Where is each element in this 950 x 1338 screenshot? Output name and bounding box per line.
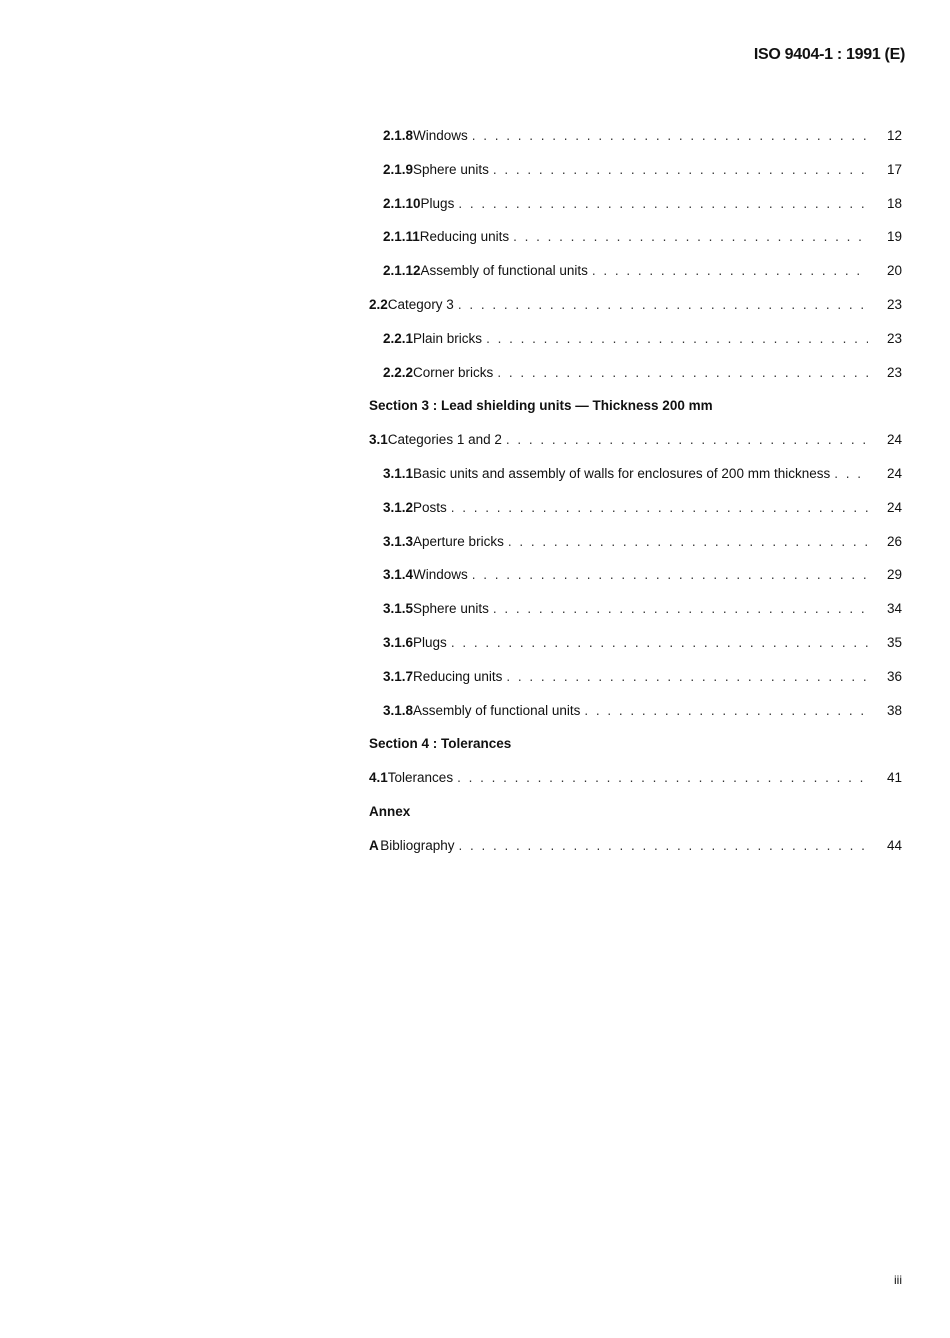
toc-entry-page: 24 <box>886 499 902 515</box>
dot-leader <box>493 162 868 177</box>
toc-entry-number: 4.1 <box>369 770 388 786</box>
dot-leader <box>472 128 868 143</box>
toc-entry-number: 3.1.5 <box>383 601 414 617</box>
toc-entry-title: Posts <box>413 499 447 515</box>
toc-entry-title: Aperture bricks <box>413 533 504 549</box>
toc-entry-page: 34 <box>886 601 902 617</box>
dot-leader <box>457 770 868 785</box>
dot-leader <box>458 297 868 312</box>
toc-entry-page: 24 <box>886 465 902 481</box>
dot-leader <box>513 229 868 244</box>
toc-entry-title: Windows <box>413 567 468 583</box>
dot-leader <box>497 365 868 380</box>
toc-entry-number: 2.1.12 <box>383 263 421 279</box>
dot-leader <box>508 534 868 549</box>
toc-entry[interactable] <box>369 669 902 703</box>
toc-entry-title: Sphere units <box>413 161 489 177</box>
toc-entry-page: 23 <box>886 330 902 346</box>
annex-heading: Annex <box>369 803 411 819</box>
toc-entry-title: Plain bricks <box>413 330 483 346</box>
toc-entry[interactable] <box>369 331 902 365</box>
toc-entry-title: Assembly of functional units <box>413 702 581 718</box>
toc-entry-title: Category 3 <box>387 296 454 312</box>
toc-entry-title: Windows <box>413 128 468 143</box>
toc-entry-title: Assembly of functional units <box>420 263 588 279</box>
toc-entry-page: 29 <box>886 567 902 583</box>
toc-entry-page: 17 <box>886 161 902 177</box>
toc-entry-title: Sphere units <box>413 601 489 617</box>
toc-entry-page: 35 <box>886 634 902 650</box>
toc-entry-number: 2.2 <box>369 296 388 312</box>
toc-entry-title: Reducing units <box>413 668 503 684</box>
dot-leader <box>584 703 868 718</box>
document-header: ISO 9404-1 : 1991 (E) <box>753 46 905 63</box>
dot-leader <box>451 635 868 650</box>
toc-entry[interactable] <box>369 534 902 568</box>
toc-entry[interactable] <box>369 128 902 162</box>
dot-leader <box>486 331 868 346</box>
toc-entry-page: 20 <box>886 263 902 279</box>
toc-entry[interactable] <box>369 365 902 399</box>
toc-entry-number: 2.2.2 <box>383 364 414 380</box>
toc-entry-number: 2.1.10 <box>383 195 421 211</box>
dot-leader <box>493 601 868 616</box>
toc-entry-page: 26 <box>886 533 902 549</box>
toc-entry-number: 2.1.9 <box>383 161 414 177</box>
dot-leader <box>506 669 868 684</box>
toc-entry[interactable] <box>369 162 902 196</box>
dot-leader <box>506 432 868 447</box>
toc-entry-title: Plugs <box>413 634 447 650</box>
toc-entry-number: 2.1.8 <box>383 128 414 143</box>
toc-entry-number: 3.1 <box>369 432 388 448</box>
toc-entry-title: Basic units and assembly of walls for enclosures of 200 mm thickness <box>413 465 831 481</box>
toc-entry-number: 3.1.4 <box>383 567 414 583</box>
toc-entry-number: 3.1.2 <box>383 499 414 515</box>
toc-entry-number: 3.1.6 <box>383 634 414 650</box>
toc-entry-page: 24 <box>886 432 902 448</box>
toc-entry-page: 23 <box>886 296 902 312</box>
toc-entry-page: 44 <box>886 837 902 853</box>
toc-entry-title: Corner bricks <box>413 364 494 380</box>
toc-entry[interactable] <box>369 229 902 263</box>
toc-entry[interactable] <box>369 432 902 466</box>
toc-entry[interactable] <box>369 196 902 230</box>
toc-entry[interactable] <box>369 601 902 635</box>
toc-entry-number: 3.1.8 <box>383 702 414 718</box>
toc-entry-title: Tolerances <box>387 770 454 786</box>
toc-entry[interactable] <box>369 567 902 601</box>
toc-entry-page: 12 <box>886 128 902 143</box>
toc-entry-number: 3.1.1 <box>383 465 414 481</box>
toc-entry-title: Bibliography <box>380 837 455 853</box>
toc-entry[interactable] <box>369 770 902 804</box>
section-4-heading: Section 4 : Tolerances <box>369 736 512 752</box>
toc-entry-page: 36 <box>886 668 902 684</box>
toc-entry-number: 2.2.1 <box>383 330 414 346</box>
toc-entry-number: 3.1.7 <box>383 668 414 684</box>
toc-entry-title: Categories 1 and 2 <box>387 432 502 448</box>
toc-entry-title: Plugs <box>420 195 455 211</box>
toc-entry-number: A <box>369 837 379 853</box>
toc-entry[interactable] <box>369 466 902 500</box>
toc-entry-page: 38 <box>886 702 902 718</box>
toc-entry[interactable] <box>369 500 902 534</box>
toc-entry-number: 3.1.3 <box>383 533 414 549</box>
section-3-heading: Section 3 : Lead shielding units — Thickness 200 mm <box>369 398 713 414</box>
table-of-contents <box>369 128 902 872</box>
dot-leader <box>459 838 868 853</box>
toc-entry-title: Reducing units <box>419 229 510 245</box>
toc-entry-page: 19 <box>886 229 902 245</box>
toc-entry[interactable] <box>369 838 902 872</box>
toc-entry-number: 2.1.11 <box>383 229 420 245</box>
toc-entry[interactable] <box>369 703 902 737</box>
page-number: iii <box>894 1273 902 1287</box>
toc-entry-page: 18 <box>886 195 902 211</box>
toc-entry-page: 41 <box>886 770 902 786</box>
dot-leader <box>592 263 868 278</box>
dot-leader <box>472 567 868 582</box>
toc-entry[interactable] <box>369 263 902 297</box>
toc-entry[interactable] <box>369 297 902 331</box>
toc-entry[interactable] <box>369 635 902 669</box>
dot-leader <box>834 466 868 481</box>
dot-leader <box>458 196 868 211</box>
dot-leader <box>451 500 868 515</box>
toc-entry-page: 23 <box>886 364 902 380</box>
